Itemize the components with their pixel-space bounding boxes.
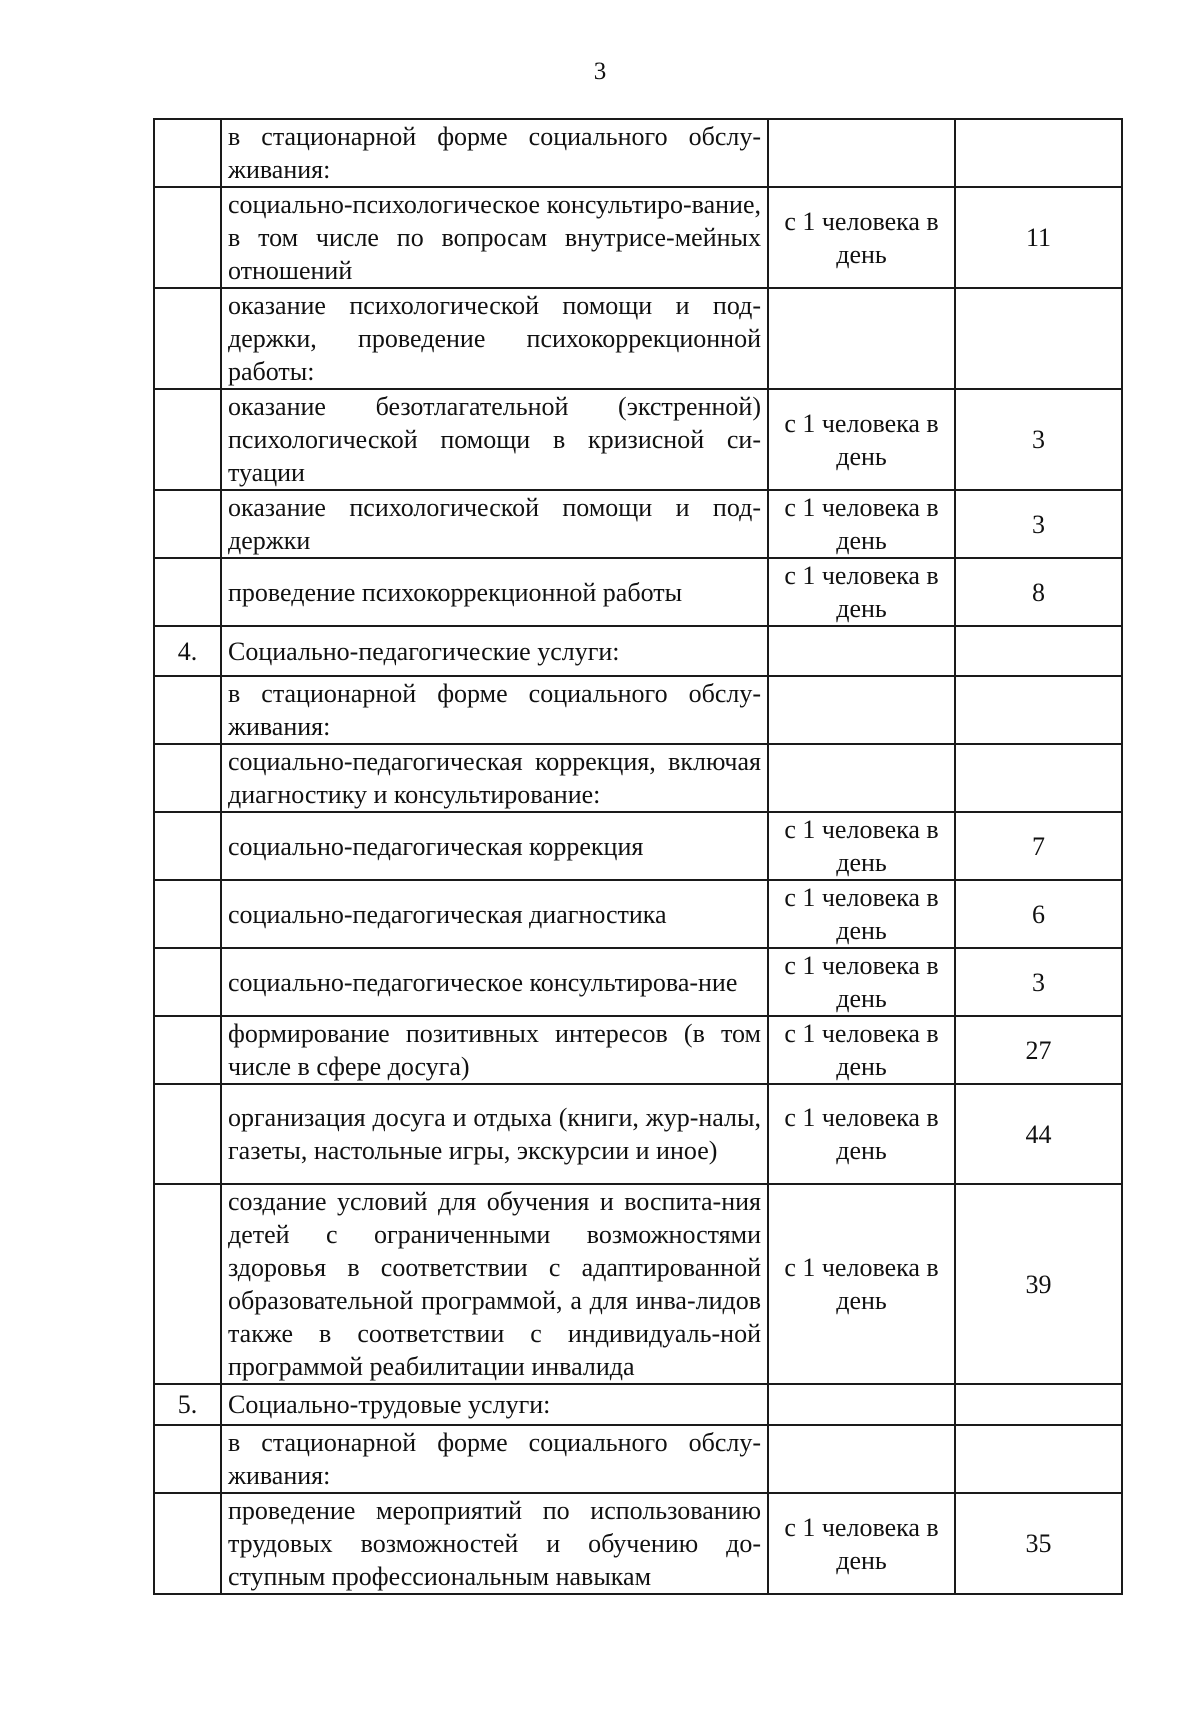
unit-of-measure [768, 626, 955, 676]
service-value [955, 626, 1122, 676]
table-row [154, 948, 1122, 1016]
table-row [154, 389, 1122, 490]
row-number [154, 558, 221, 626]
service-value: 3 [955, 389, 1122, 490]
row-number [154, 676, 221, 744]
table-row [154, 1425, 1122, 1493]
table-row [154, 119, 1122, 187]
service-description: оказание психологической помощи и под-держки, проведение психокоррекционной работы: [221, 288, 768, 389]
table-row [154, 558, 1122, 626]
service-value: 11 [955, 187, 1122, 288]
service-value: 8 [955, 558, 1122, 626]
row-number [154, 187, 221, 288]
service-value [955, 1425, 1122, 1493]
unit-of-measure: с 1 человека в день [768, 1016, 955, 1084]
service-value: 6 [955, 880, 1122, 948]
table-row [154, 1184, 1122, 1384]
row-number [154, 1184, 221, 1384]
table-row [154, 1384, 1122, 1425]
unit-of-measure [768, 119, 955, 187]
row-number [154, 812, 221, 880]
unit-of-measure: с 1 человека в день [768, 812, 955, 880]
row-number: 5. [154, 1384, 221, 1425]
table-row [154, 187, 1122, 288]
row-number [154, 948, 221, 1016]
table-row [154, 1084, 1122, 1184]
service-value [955, 744, 1122, 812]
section-heading: Социально-трудовые услуги: [221, 1384, 768, 1425]
service-description: социально-педагогическая коррекция [221, 812, 768, 880]
service-value [955, 119, 1122, 187]
service-description: оказание психологической помощи и под-держки [221, 490, 768, 558]
row-number [154, 389, 221, 490]
unit-of-measure: с 1 человека в день [768, 880, 955, 948]
row-number [154, 1425, 221, 1493]
unit-of-measure [768, 1384, 955, 1425]
service-value [955, 676, 1122, 744]
table-row [154, 812, 1122, 880]
service-value: 3 [955, 490, 1122, 558]
unit-of-measure: с 1 человека в день [768, 1084, 955, 1184]
table-row [154, 1016, 1122, 1084]
service-description: в стационарной форме социального обслу-живания: [221, 1425, 768, 1493]
services-table [153, 118, 1123, 1595]
service-description: организация досуга и отдыха (книги, жур-налы, газеты, настольные игры, экскурсии и иное) [221, 1084, 768, 1184]
unit-of-measure: с 1 человека в день [768, 187, 955, 288]
row-number [154, 288, 221, 389]
unit-of-measure: с 1 человека в день [768, 490, 955, 558]
row-number [154, 1493, 221, 1594]
row-number [154, 1016, 221, 1084]
service-value: 35 [955, 1493, 1122, 1594]
section-heading: Социально-педагогические услуги: [221, 626, 768, 676]
service-value: 44 [955, 1084, 1122, 1184]
service-description: социально-педагогическая коррекция, включая диагностику и консультирование: [221, 744, 768, 812]
unit-of-measure [768, 676, 955, 744]
table-row [154, 676, 1122, 744]
table-row [154, 626, 1122, 676]
service-value: 27 [955, 1016, 1122, 1084]
page-number: 3 [593, 58, 607, 85]
service-description: в стационарной форме социального обслу-живания: [221, 676, 768, 744]
service-description: социально-педагогическая диагностика [221, 880, 768, 948]
table-row [154, 744, 1122, 812]
unit-of-measure: с 1 человека в день [768, 389, 955, 490]
unit-of-measure: с 1 человека в день [768, 1184, 955, 1384]
service-value: 7 [955, 812, 1122, 880]
unit-of-measure [768, 288, 955, 389]
table-row [154, 288, 1122, 389]
service-description: формирование позитивных интересов (в том числе в сфере досуга) [221, 1016, 768, 1084]
row-number [154, 119, 221, 187]
row-number [154, 744, 221, 812]
service-value [955, 288, 1122, 389]
service-value [955, 1384, 1122, 1425]
table-row [154, 490, 1122, 558]
service-description: оказание безотлагательной (экстренной) психологической помощи в кризисной си-туации [221, 389, 768, 490]
table-row [154, 880, 1122, 948]
service-value: 39 [955, 1184, 1122, 1384]
unit-of-measure [768, 1425, 955, 1493]
unit-of-measure: с 1 человека в день [768, 1493, 955, 1594]
service-description: проведение психокоррекционной работы [221, 558, 768, 626]
service-description: создание условий для обучения и воспита-ния детей с ограниченными возможностями здоровья в соответствии с адаптированной образовательной программой, а для инва-лидов также в соответствии с индивидуаль-ной программой реабилитации инвалида [221, 1184, 768, 1384]
service-description: социально-психологическое консультиро-вание, в том числе по вопросам внутрисе-мейных отношений [221, 187, 768, 288]
unit-of-measure [768, 744, 955, 812]
row-number [154, 1084, 221, 1184]
unit-of-measure: с 1 человека в день [768, 948, 955, 1016]
table-row [154, 1493, 1122, 1594]
service-description: в стационарной форме социального обслу-живания: [221, 119, 768, 187]
service-value: 3 [955, 948, 1122, 1016]
row-number [154, 490, 221, 558]
unit-of-measure: с 1 человека в день [768, 558, 955, 626]
service-description: проведение мероприятий по использованию трудовых возможностей и обучению до-ступным профессиональным навыкам [221, 1493, 768, 1594]
service-description: социально-педагогическое консультирова-ние [221, 948, 768, 1016]
row-number [154, 880, 221, 948]
row-number: 4. [154, 626, 221, 676]
